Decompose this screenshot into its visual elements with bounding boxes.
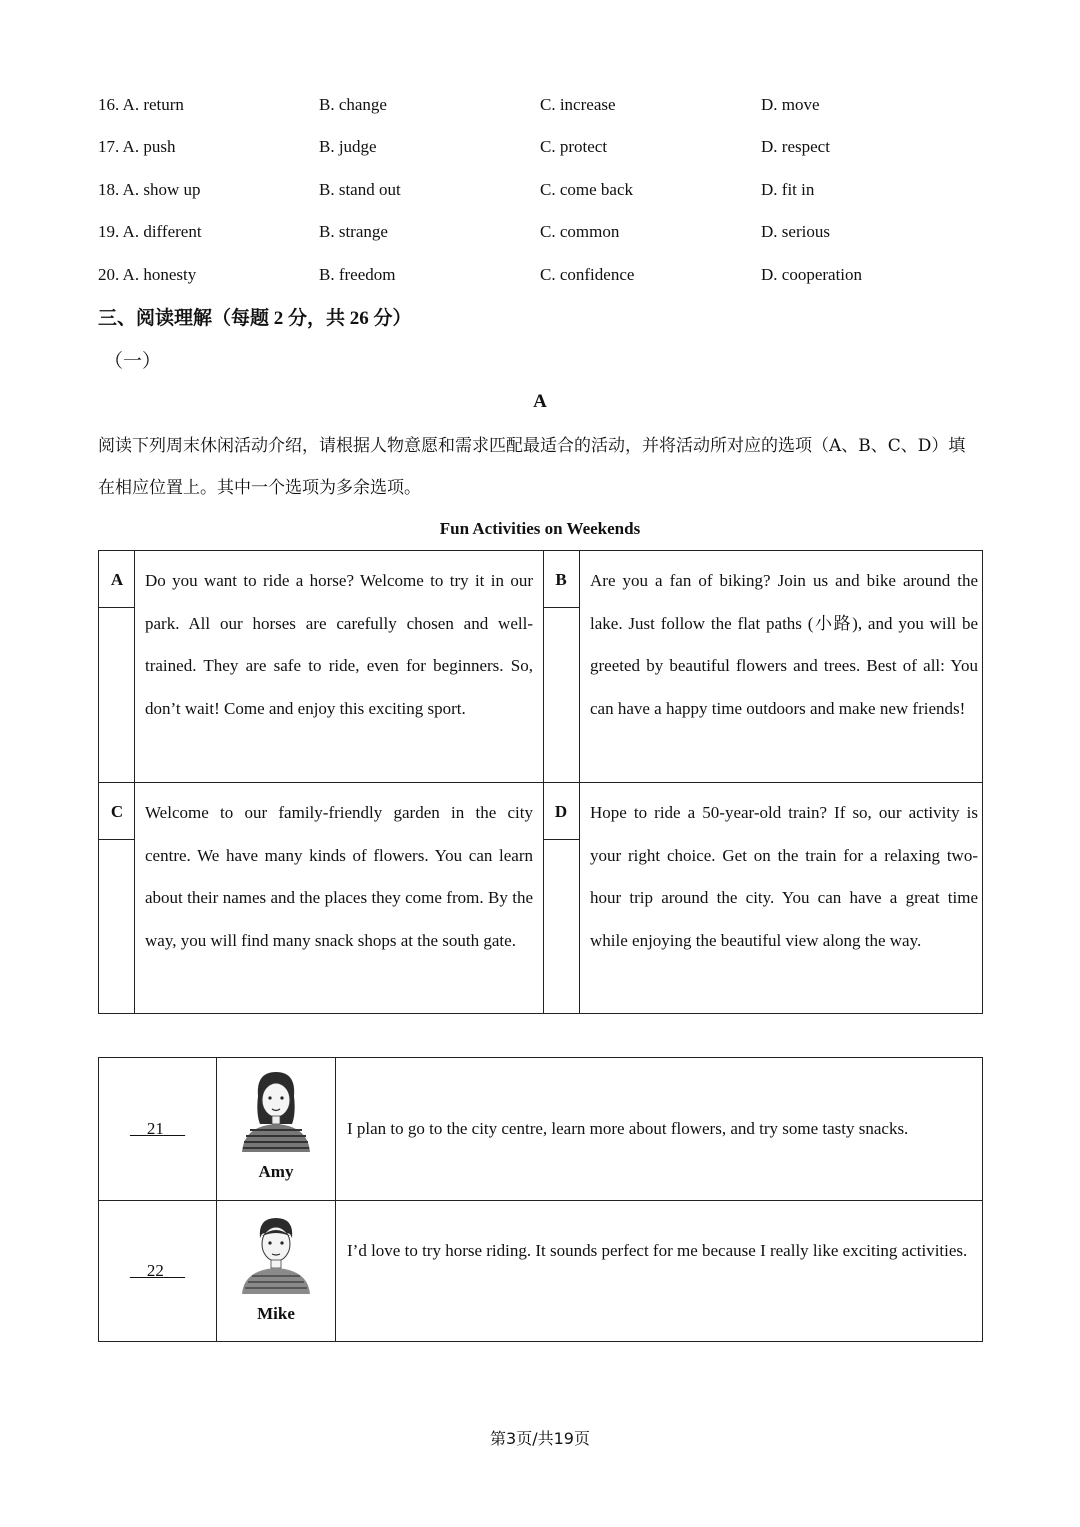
option-d: D. fit in xyxy=(761,180,815,199)
option-b: B. judge xyxy=(319,137,377,156)
row-divider xyxy=(99,782,982,783)
person-mike xyxy=(217,1200,335,1342)
activity-letter-c: C xyxy=(110,802,124,821)
option-row-16 xyxy=(98,95,998,125)
option-a: 19. A. different xyxy=(98,222,202,241)
blank-number: 21 xyxy=(146,1119,164,1138)
option-c: C. come back xyxy=(540,180,633,199)
activity-text-d: Hope to ride a 50-year-old train? If so, our activity is your right choice. Get on the train for a relaxing two-hour trip around the city. You can have a great time while enjoying the beautiful view along the way. xyxy=(590,803,978,950)
option-d: D. cooperation xyxy=(761,265,863,284)
option-a: 20. A. honesty xyxy=(98,265,197,284)
blank-number: 22 xyxy=(146,1261,164,1280)
statement-amy: I plan to go to the city centre, learn more about flowers, and try some tasty snacks. xyxy=(347,1119,909,1138)
letter-box-line xyxy=(99,607,134,608)
person-amy xyxy=(217,1058,335,1200)
col-divider xyxy=(134,551,135,1013)
table-title: Fun Activities on Weekends xyxy=(439,519,641,538)
boy-portrait-icon xyxy=(236,1208,316,1294)
letter-box-line xyxy=(543,607,579,608)
activity-text-a: Do you want to ride a horse? Welcome to try it in our park. All our horses are carefully chosen and well-trained. They are safe to ride, even for beginners. So, don’t wait! Come and enjoy this exciting sport. xyxy=(145,571,533,718)
person-name: Mike xyxy=(257,1304,295,1323)
option-d: D. serious xyxy=(761,222,830,241)
activity-letter-a: A xyxy=(110,570,124,589)
activity-letter-b: B xyxy=(555,570,567,589)
statement-mike: I’d love to try horse riding. It sounds perfect for me because I really like exciting activities. xyxy=(347,1241,968,1260)
section-heading: 三、阅读理解（每题 2 分，共 26 分） xyxy=(98,308,412,329)
col-divider xyxy=(579,551,580,1013)
option-c: C. increase xyxy=(540,95,616,114)
option-a: 16. A. return xyxy=(98,95,184,114)
activity-text-c: Welcome to our family-friendly garden in the city centre. We have many kinds of flowers. You can learn about their names and the places they come from. By the way, you will find many snack shops at the south gate. xyxy=(145,803,533,950)
instructions: 阅读下列周末休闲活动介绍，请根据人物意愿和需求匹配最适合的活动，并将活动所对应的选项（A、B、C、D）填在相应位置上。其中一个选项为多余选项。 xyxy=(98,436,966,498)
page-number: 第3页/共19页 xyxy=(490,1429,590,1448)
option-row-19 xyxy=(98,222,998,252)
option-b: B. change xyxy=(319,95,387,114)
option-a: 17. A. push xyxy=(98,137,176,156)
option-d: D. respect xyxy=(761,137,830,156)
option-c: C. common xyxy=(540,222,620,241)
option-row-17 xyxy=(98,137,998,167)
col-divider xyxy=(335,1058,336,1341)
matching-table xyxy=(98,1057,983,1342)
option-row-20 xyxy=(98,265,998,295)
activity-text-b: Are you a fan of biking? Join us and bike around the lake. Just follow the flat paths (小路), and you will be greeted by beautiful flowers and trees. Best of all: You can have a happy time outdoors and make new friends! xyxy=(590,571,978,718)
option-d: D. move xyxy=(761,95,820,114)
sub-heading: （一） xyxy=(104,351,162,372)
activity-letter-d: D xyxy=(554,802,568,821)
col-divider xyxy=(543,551,544,1013)
option-b: B. freedom xyxy=(319,265,396,284)
option-a: 18. A. show up xyxy=(98,180,201,199)
person-name: Amy xyxy=(258,1162,294,1181)
girl-portrait-icon xyxy=(236,1066,316,1152)
answer-blank-22[interactable] xyxy=(99,1261,216,1281)
option-c: C. protect xyxy=(540,137,608,156)
answer-blank-21[interactable] xyxy=(99,1119,216,1139)
letter-box-line xyxy=(99,839,134,840)
option-row-18 xyxy=(98,180,998,210)
activities-table xyxy=(98,550,983,1014)
letter-box-line xyxy=(543,839,579,840)
option-b: B. strange xyxy=(319,222,388,241)
option-c: C. confidence xyxy=(540,265,635,284)
part-label: A xyxy=(533,391,547,412)
option-b: B. stand out xyxy=(319,180,401,199)
